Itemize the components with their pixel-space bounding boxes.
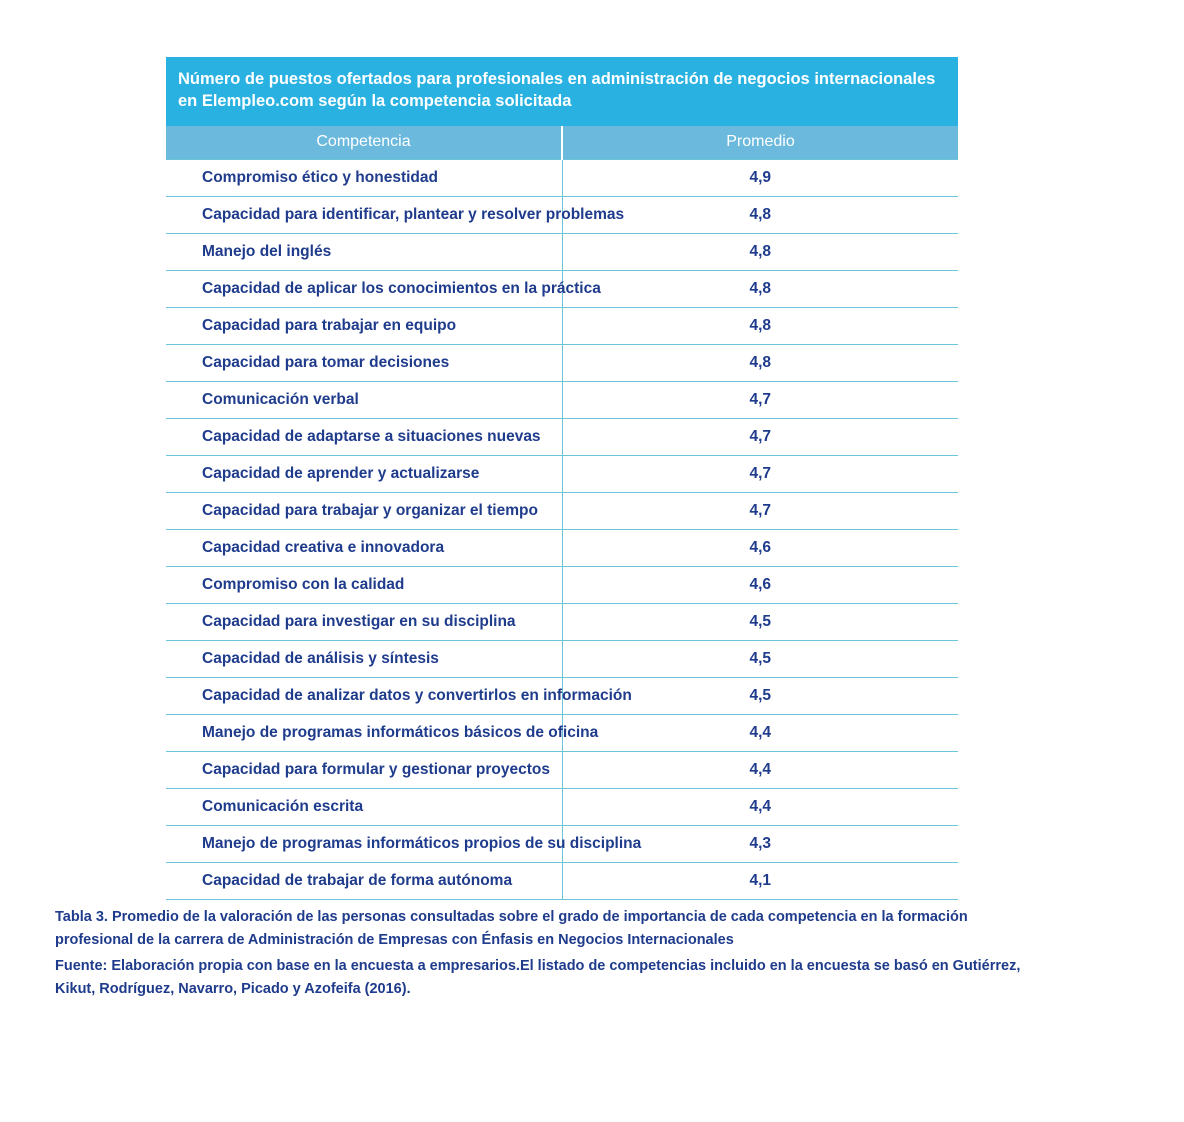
promedio-cell: 4,1	[562, 862, 958, 899]
competencia-cell: Capacidad de adaptarse a situaciones nuevas	[166, 418, 562, 455]
table-row	[166, 344, 958, 381]
promedio-cell: 4,5	[562, 640, 958, 677]
competencia-cell: Capacidad de analizar datos y convertirlos en información	[166, 677, 562, 714]
promedio-cell: 4,5	[562, 677, 958, 714]
table-row	[166, 677, 958, 714]
promedio-cell: 4,3	[562, 825, 958, 862]
competencia-cell: Manejo de programas informáticos propios de su disciplina	[166, 825, 562, 862]
promedio-cell: 4,9	[562, 159, 958, 196]
table-row	[166, 418, 958, 455]
promedio-cell: 4,7	[562, 455, 958, 492]
promedio-cell: 4,8	[562, 270, 958, 307]
table-header	[166, 57, 958, 159]
caption-line-2: profesional de la carrera de Administración de Empresas con Énfasis en Negocios Internacionales	[55, 932, 734, 949]
table-row	[166, 603, 958, 640]
competencies-table	[166, 57, 958, 900]
competencia-cell: Capacidad para trabajar y organizar el tiempo	[166, 492, 562, 529]
competencia-cell: Capacidad para trabajar en equipo	[166, 307, 562, 344]
table-row	[166, 566, 958, 603]
table-row	[166, 455, 958, 492]
table-column-header-row	[166, 126, 958, 160]
table-row	[166, 159, 958, 196]
competencia-cell: Capacidad creativa e innovadora	[166, 529, 562, 566]
promedio-cell: 4,7	[562, 418, 958, 455]
table-caption	[55, 906, 1145, 1002]
competencia-cell: Capacidad de análisis y síntesis	[166, 640, 562, 677]
promedio-cell: 4,6	[562, 566, 958, 603]
competencia-cell: Capacidad de trabajar de forma autónoma	[166, 862, 562, 899]
table-row	[166, 788, 958, 825]
promedio-cell: 4,7	[562, 381, 958, 418]
table-row	[166, 492, 958, 529]
competencia-cell: Capacidad para identificar, plantear y resolver problemas	[166, 196, 562, 233]
competencies-table-container	[166, 57, 958, 900]
promedio-cell: 4,5	[562, 603, 958, 640]
competencia-cell: Comunicación escrita	[166, 788, 562, 825]
competencia-cell: Capacidad para formular y gestionar proyectos	[166, 751, 562, 788]
promedio-cell: 4,6	[562, 529, 958, 566]
table-row	[166, 825, 958, 862]
table-row	[166, 529, 958, 566]
promedio-cell: 4,8	[562, 307, 958, 344]
promedio-cell: 4,8	[562, 344, 958, 381]
table-title-row	[166, 57, 958, 126]
competencia-cell: Capacidad de aplicar los conocimientos en la práctica	[166, 270, 562, 307]
table-row	[166, 714, 958, 751]
competencia-cell: Capacidad para tomar decisiones	[166, 344, 562, 381]
column-header-promedio: Promedio	[562, 126, 958, 160]
promedio-cell: 4,7	[562, 492, 958, 529]
promedio-cell: 4,8	[562, 233, 958, 270]
column-header-competencia: Competencia	[166, 126, 562, 160]
table-row	[166, 862, 958, 899]
caption-line-1: Tabla 3. Promedio de la valoración de las personas consultadas sobre el grado de importancia de cada competencia en la formación	[55, 909, 968, 925]
table-row	[166, 381, 958, 418]
table-row	[166, 751, 958, 788]
competencia-cell: Compromiso ético y honestidad	[166, 159, 562, 196]
competencia-cell: Manejo del inglés	[166, 233, 562, 270]
competencia-cell: Capacidad para investigar en su disciplina	[166, 603, 562, 640]
promedio-cell: 4,8	[562, 196, 958, 233]
promedio-cell: 4,4	[562, 714, 958, 751]
competencia-cell: Capacidad de aprender y actualizarse	[166, 455, 562, 492]
table-row	[166, 233, 958, 270]
competencia-cell: Compromiso con la calidad	[166, 566, 562, 603]
competencia-cell: Comunicación verbal	[166, 381, 562, 418]
competencia-cell: Manejo de programas informáticos básicos de oficina	[166, 714, 562, 751]
table-row	[166, 270, 958, 307]
table-row	[166, 640, 958, 677]
table-title: Número de puestos ofertados para profesionales en administración de negocios internacionales en Elempleo.com según la competencia solicitada	[166, 57, 958, 126]
caption-source-line-1: Fuente: Elaboración propia con base en la encuesta a empresarios.El listado de competencias incluido en la encuesta se basó en Gutiérrez,	[55, 957, 1021, 974]
table-body	[166, 159, 958, 899]
promedio-cell: 4,4	[562, 751, 958, 788]
table-row	[166, 196, 958, 233]
caption-source-line-2: Kikut, Rodríguez, Navarro, Picado y Azofeifa (2016).	[55, 981, 411, 998]
table-row	[166, 307, 958, 344]
promedio-cell: 4,4	[562, 788, 958, 825]
